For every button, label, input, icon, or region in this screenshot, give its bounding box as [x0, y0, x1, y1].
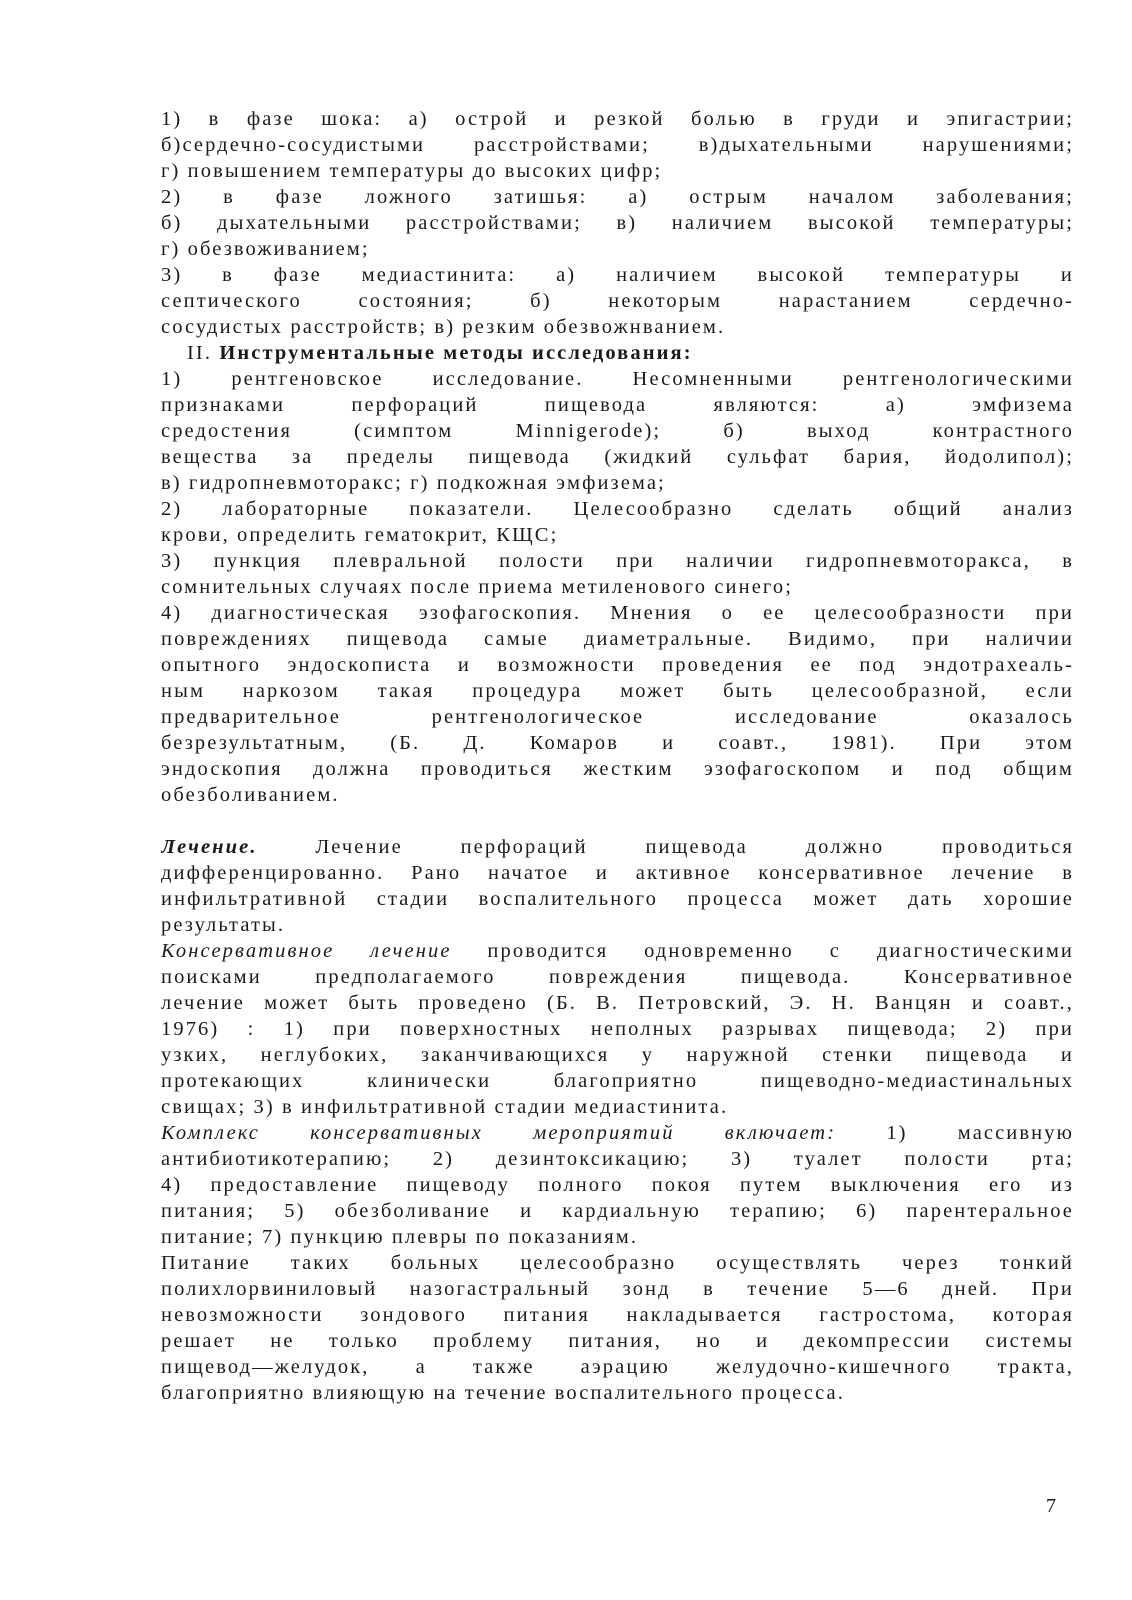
document-page [161, 106, 1074, 1406]
text-line: 4) предоставление пищеводу полного покоя путем выключения его из [161, 1174, 1074, 1196]
text-line: крови, определить гематокрит, КЩС; [161, 524, 559, 546]
text-line [161, 834, 1074, 860]
text-line [161, 938, 1074, 964]
text-line: невозможности зондового питания накладывается гастростома, которая [161, 1304, 1074, 1326]
text-line: б)сердечно-сосудистыми расстройствами; в)дыхательными нарушениями; [161, 134, 1074, 156]
text-line-rest: Лечение перфораций пищевода должно проводиться [257, 836, 1074, 858]
text-line: 2) лабораторные показатели. Целесообразно сделать общий анализ [161, 498, 1074, 520]
text-line: свищах; 3) в инфильтративной стадии медиастинита. [161, 1096, 729, 1118]
text-line: Питание таких больных целесообразно осуществлять через тонкий [161, 1252, 1074, 1274]
text-line-rest: 1) массивную [836, 1122, 1074, 1144]
text-line: б) дыхательными расстройствами; в) наличием высокой температуры; [161, 212, 1074, 234]
text-line: сомнительных случаях после приема метиленового синего; [161, 576, 794, 598]
text-line: 1) рентгеновское исследование. Несомненными рентгенологическими [161, 368, 1074, 390]
text-line: г) обезвоживанием; [161, 238, 370, 260]
text-line: ным наркозом такая процедура может быть целесообразной, если [161, 680, 1074, 702]
text-line: средостения (симптом Minnigerode); б) выход контрастного [161, 420, 1074, 442]
text-line: инфильтративной стадии воспалительного процесса может дать хорошие [161, 888, 1074, 910]
text-line: пищевод—желудок, а также аэрацию желудочно-кишечного тракта, [161, 1356, 1074, 1378]
text-line: 3) пункция плевральной полости при наличии гидропневмоторакса, в [161, 550, 1074, 572]
text-line: опытного эндоскописта и возможности проведения ее под эндотрахеаль- [161, 654, 1074, 676]
text-line: лечение может быть проведено (Б. В. Петровский, Э. Н. Ванцян и соавт., [161, 992, 1074, 1014]
text-line: обезболиванием. [161, 784, 340, 806]
text-line: решает не только проблему питания, но и декомпрессии системы [161, 1330, 1074, 1352]
text-line: 2) в фазе ложного затишья: а) острым началом заболевания; [161, 186, 1074, 208]
text-line: 4) диагностическая эзофагоскопия. Мнения о ее целесообразности при [161, 602, 1074, 624]
heading-numeral: II. [187, 342, 220, 364]
text-line: полихлорвиниловый назогастральный зонд в течение 5—6 дней. При [161, 1278, 1074, 1300]
text-line: 3) в фазе медиастинита: а) наличием высокой температуры и [161, 264, 1074, 286]
text-line: безрезультатным, (Б. Д. Комаров и соавт., 1981). При этом [161, 732, 1074, 754]
italic-lead-phrase: Консервативное лечение [161, 940, 452, 962]
heading-text: Инструментальные методы исследования: [219, 342, 693, 364]
text-line: питание; 7) пункцию плевры по показаниям. [161, 1226, 639, 1248]
text-line: узких, неглубоких, заканчивающихся у наружной стенки пищевода и [161, 1044, 1074, 1066]
paragraph-gap [161, 808, 1074, 834]
text-line: в) гидропневмоторакс; г) подкожная эмфизема; [161, 472, 666, 494]
text-line: г) повышением температуры до высоких цифр; [161, 160, 663, 182]
text-line: вещества за пределы пищевода (жидкий сульфат бария, йодолипол); [161, 446, 1074, 468]
text-line-rest: проводится одновременно с диагностическими [451, 940, 1074, 962]
section-heading [161, 340, 1074, 366]
text-line [161, 1120, 1074, 1146]
text-line: повреждениях пищевода самые диаметральные. Видимо, при наличии [161, 628, 1074, 650]
text-line: антибиотикотерапию; 2) дезинтоксикацию; 3) туалет полости рта; [161, 1148, 1074, 1170]
text-line: септического состояния; б) некоторым нарастанием сердечно- [161, 290, 1074, 312]
text-line: дифференцированно. Рано начатое и активное консервативное лечение в [161, 862, 1074, 884]
section-lead-title: Лечение. [161, 836, 258, 858]
text-line: эндоскопия должна проводиться жестким эзофагоскопом и под общим [161, 758, 1074, 780]
text-line: 1) в фазе шока: а) острой и резкой болью в груди и эпигастрии; [161, 108, 1074, 130]
text-line: результаты. [161, 914, 286, 936]
text-line: поисками предполагаемого повреждения пищевода. Консервативное [161, 966, 1074, 988]
text-line: признаками перфораций пищевода являются: а) эмфизема [161, 394, 1074, 416]
text-line: 1976) : 1) при поверхностных неполных разрывах пищевода; 2) при [161, 1018, 1074, 1040]
text-line: благоприятно влияющую на течение воспалительного процесса. [161, 1382, 845, 1404]
text-line: предварительное рентгенологическое исследование оказалось [161, 706, 1074, 728]
page-number: 7 [1046, 1495, 1056, 1517]
text-line: питания; 5) обезболивание и кардиальную терапию; 6) парентеральное [161, 1200, 1074, 1222]
text-line: протекающих клинически благоприятно пищеводно-медиастинальных [161, 1070, 1074, 1092]
italic-lead-phrase: Комплекс консервативных мероприятий включает: [161, 1122, 837, 1144]
text-line: сосудистых расстройств; в) резким обезвожнванием. [161, 316, 726, 338]
